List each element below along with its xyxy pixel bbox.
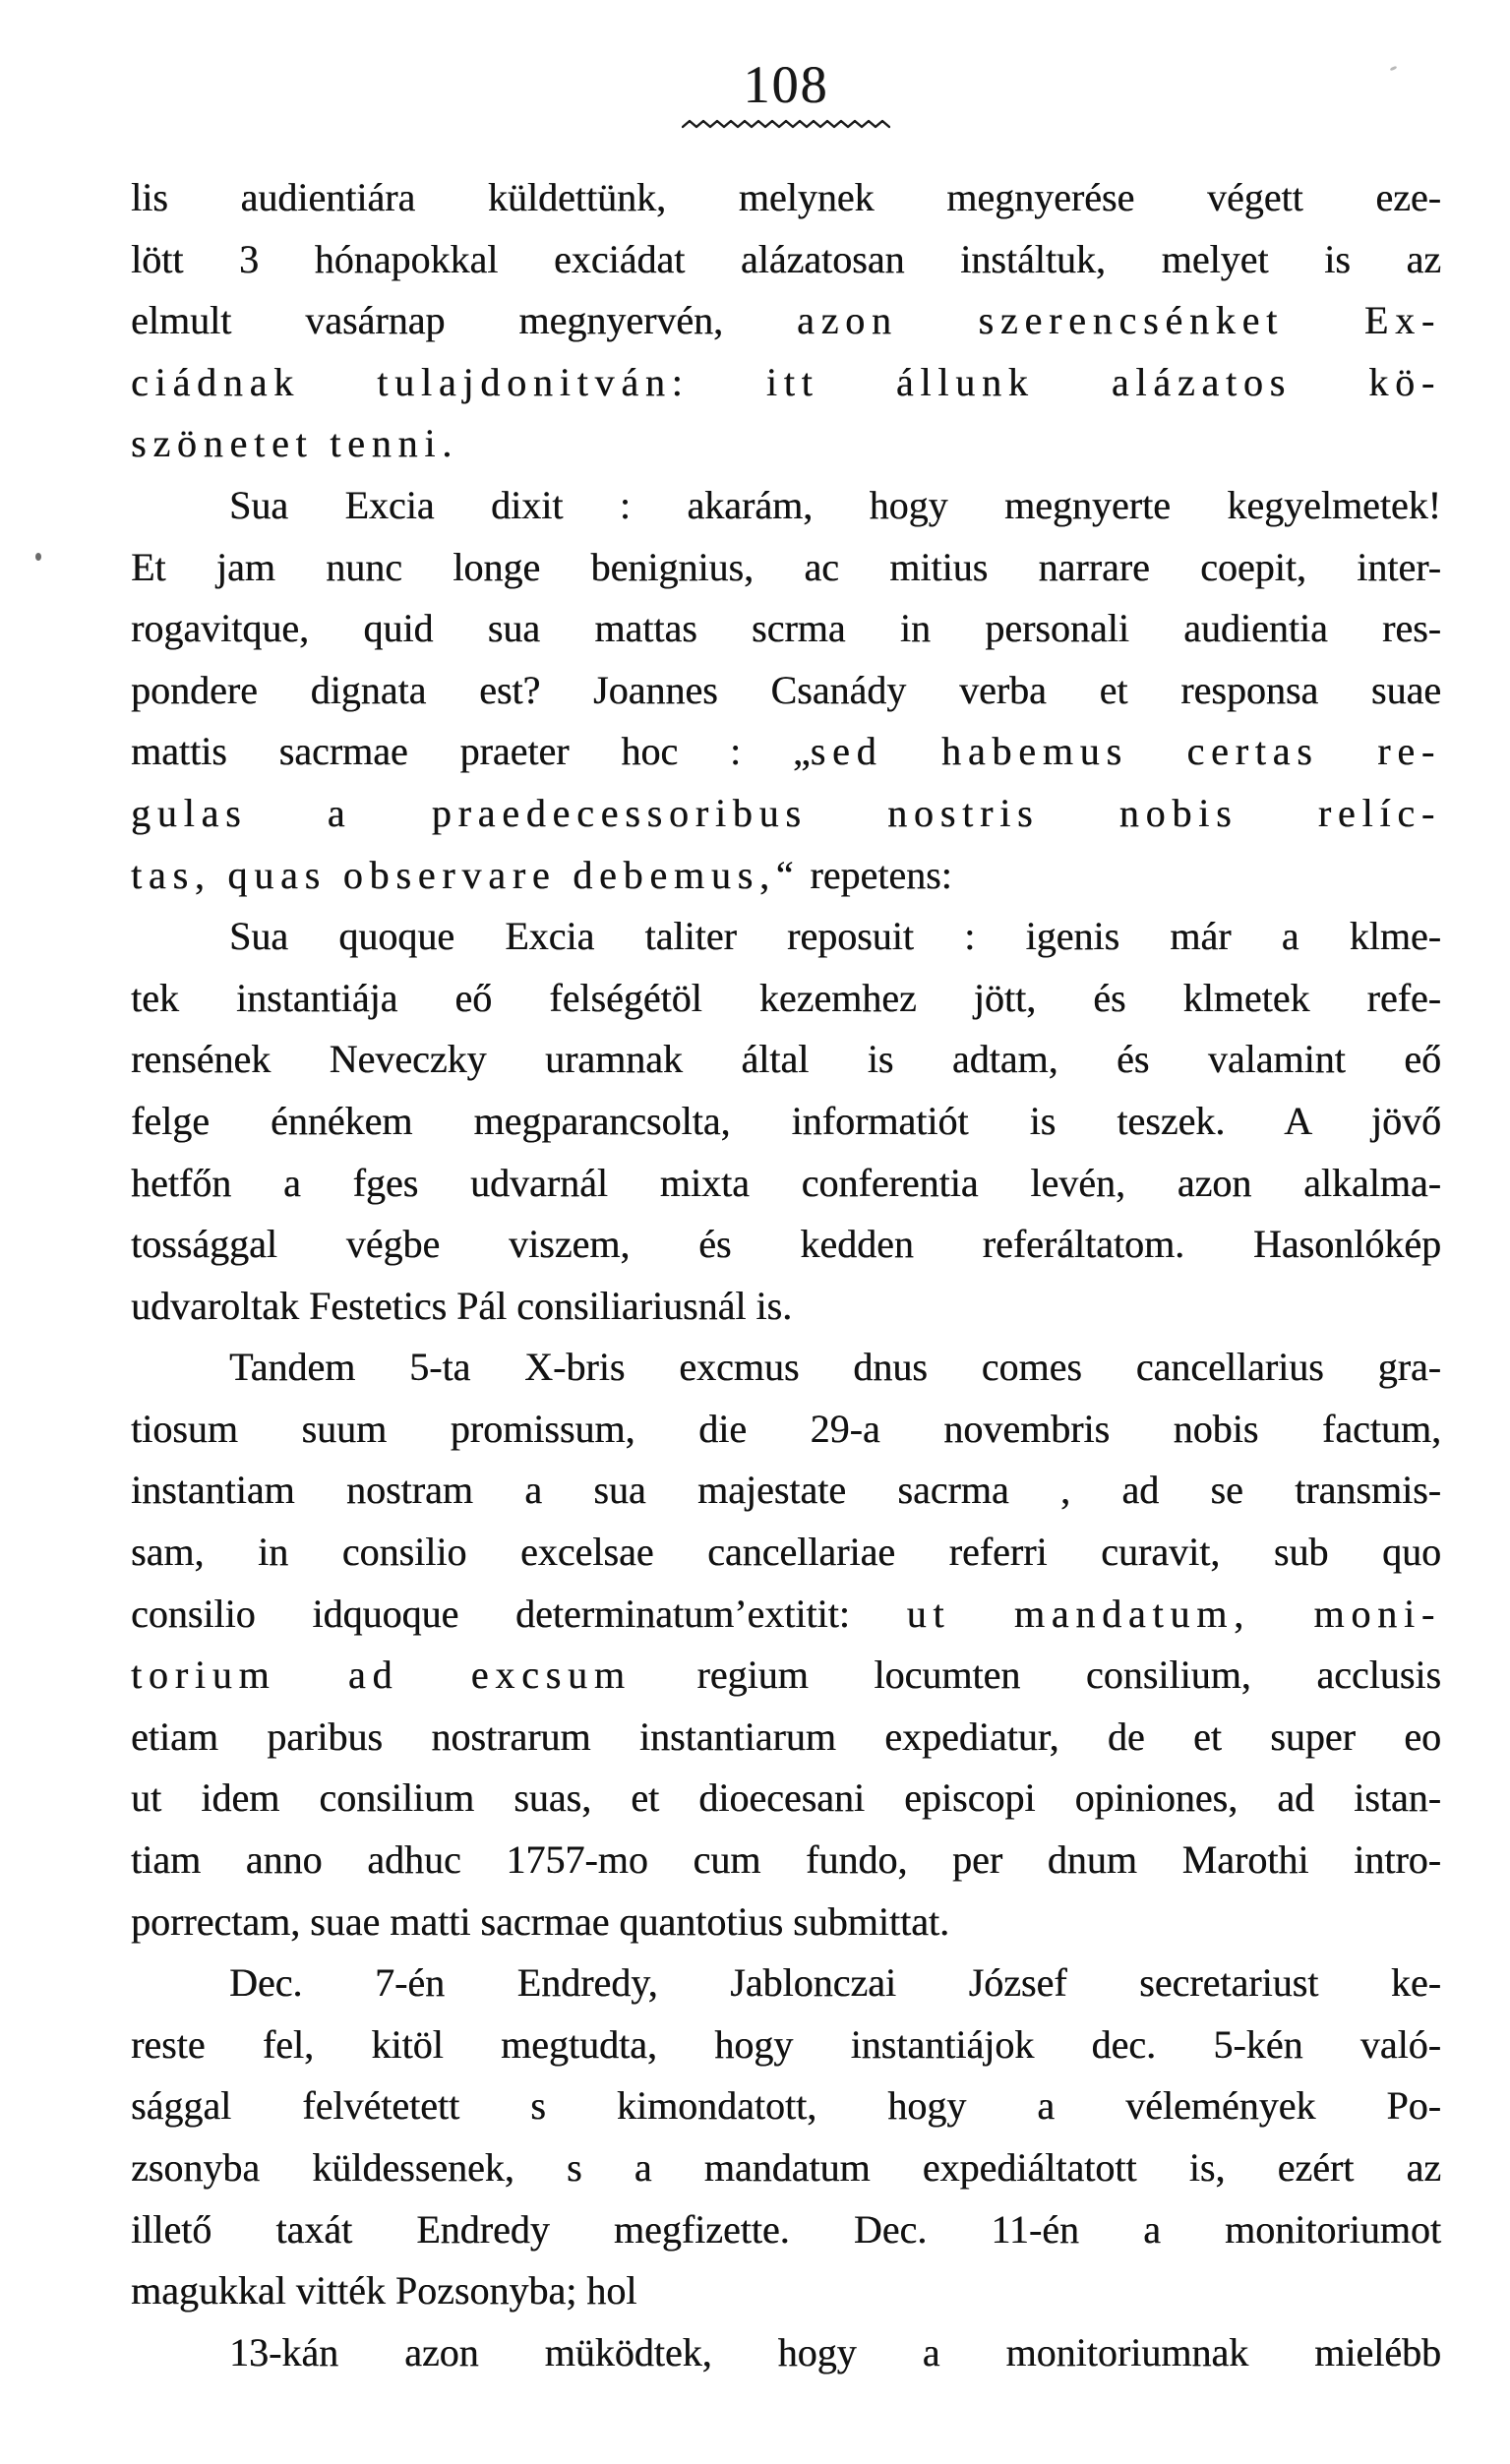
- text-line: [131, 1091, 1441, 1153]
- body-text-segment: magukkal vitték Pozsonyba; hol: [131, 2268, 637, 2314]
- text-line: [131, 1460, 1441, 1522]
- body-text-segment: repetens:: [800, 852, 952, 897]
- scan-artifact: [35, 553, 41, 561]
- body-text-segment: tiosum suum promissum, die 29-a novembris nobis factum,: [131, 1406, 1441, 1451]
- letterspaced-text: ciádnak tulajdonitván: itt állunk alázatos kö-: [131, 359, 1441, 404]
- text-line: [131, 1707, 1441, 1769]
- text-line: [131, 721, 1441, 783]
- text-line: [131, 1953, 1441, 2014]
- body-text-segment: ut idem consilium suas, et dioecesani episcopi opiniones, ad istan-: [131, 1775, 1441, 1821]
- body-text-segment: illető taxát Endredy megfizette. Dec. 11-én a monitoriumot: [131, 2206, 1441, 2252]
- body-text-segment: felge énnékem megparancsolta, informatiót is teszek. A jövő: [131, 1098, 1441, 1143]
- text-line: [131, 1645, 1441, 1707]
- text-line: [131, 475, 1441, 537]
- squiggle-divider: [682, 118, 890, 130]
- letterspaced-text: sed habemus certas re-: [810, 729, 1442, 774]
- text-line: [131, 598, 1441, 660]
- body-text-segment: porrectam, suae matti sacrmae quantotius submittat.: [131, 1898, 949, 1944]
- body-text-segment: sam, in consilio excelsae cancellariae referri curavit, sub quo: [131, 1530, 1441, 1575]
- body-text-segment: tek instantiája eő felségétöl kezemhez jött, és klmetek refe-: [131, 975, 1441, 1020]
- body-text-segment: Et jam nunc longe benignius, ac mitius narrare coepit, inter-: [131, 544, 1441, 589]
- body-text-segment: regium locumten consilium, acclusis: [631, 1653, 1442, 1698]
- body-text: [131, 167, 1441, 2383]
- letterspaced-text: ut mandatum, moni-: [906, 1591, 1441, 1636]
- body-text-segment: rensének Neveczky uramnak által is adtam, és valamint eő: [131, 1037, 1441, 1082]
- text-line: [131, 1399, 1441, 1461]
- text-line: [131, 290, 1441, 352]
- body-text-segment: consilio idquoque determinatum’extitit:: [131, 1591, 907, 1636]
- text-line: [131, 2322, 1441, 2384]
- letterspaced-text: tas, quas observare debemus,“: [131, 852, 801, 897]
- body-text-segment: reste fel, kitöl megtudta, hogy instantiájok dec. 5-kén való-: [131, 2021, 1441, 2067]
- text-line: [131, 167, 1441, 229]
- body-text-segment: mattis sacrmae praeter hoc : „: [131, 729, 811, 774]
- text-line: [131, 2199, 1441, 2261]
- body-text-segment: sággal felvétetett s kimondatott, hogy a vélemények Po-: [131, 2083, 1441, 2129]
- text-line: [131, 1153, 1441, 1215]
- letterspaced-text: azon szerencsénket Ex-: [797, 298, 1441, 343]
- body-text-segment: lött 3 hónapokkal exciádat alázatosan instáltuk, melyet is az: [131, 236, 1441, 281]
- text-line: [131, 537, 1441, 599]
- body-text-segment: tossággal végbe viszem, és kedden referáltatom. Hasonlókép: [131, 1222, 1441, 1267]
- text-line: [131, 906, 1441, 968]
- letterspaced-text: szönetet tenni.: [131, 421, 459, 466]
- text-line: [131, 1522, 1441, 1584]
- text-line: [131, 1768, 1441, 1830]
- body-text-segment: tiam anno adhuc 1757-mo cum fundo, per dnum Marothi intro-: [131, 1837, 1441, 1883]
- letterspaced-text: gulas a praedecessoribus nostris nobis relíc-: [131, 790, 1441, 835]
- body-text-segment: etiam paribus nostrarum instantiarum expediatur, de et super eo: [131, 1713, 1441, 1759]
- text-line: [131, 1830, 1441, 1892]
- text-line: [131, 1276, 1441, 1338]
- body-text-segment: Tandem 5-ta X-bris excmus dnus comes cancellarius gra-: [229, 1345, 1441, 1390]
- text-line: [131, 845, 1441, 907]
- text-line: [131, 2014, 1441, 2076]
- text-line: [131, 1214, 1441, 1276]
- page-number: 108: [743, 55, 829, 114]
- text-line: [131, 2075, 1441, 2137]
- page-header: [131, 57, 1441, 130]
- text-line: [131, 352, 1441, 414]
- body-text-segment: rogavitque, quid sua mattas scrma in personali audientia res-: [131, 606, 1441, 651]
- text-line: [131, 1029, 1441, 1091]
- text-line: [131, 1584, 1441, 1646]
- text-line: [131, 1337, 1441, 1399]
- text-line: [131, 2260, 1441, 2322]
- text-line: [131, 229, 1441, 291]
- body-text-segment: Sua Excia dixit : akarám, hogy megnyerte kegyelmetek!: [229, 482, 1441, 527]
- body-text-segment: instantiam nostram a sua majestate sacrma , ad se transmis-: [131, 1468, 1441, 1513]
- body-text-segment: hetfőn a fges udvarnál mixta conferentia levén, azon alkalma-: [131, 1160, 1441, 1205]
- body-text-segment: Dec. 7-én Endredy, Jablonczai József secretariust ke-: [229, 1960, 1441, 2006]
- letterspaced-text: torium ad excsum: [131, 1653, 632, 1698]
- body-text-segment: elmult vasárnap megnyervén,: [131, 298, 798, 343]
- text-line: [131, 2137, 1441, 2199]
- body-text-segment: lis audientiára küldettünk, melynek megnyerése végett eze-: [131, 175, 1441, 219]
- body-text-segment: pondere dignata est? Joannes Csanády verba et responsa suae: [131, 667, 1441, 712]
- text-line: [131, 783, 1441, 845]
- text-line: [131, 968, 1441, 1030]
- text-line: [131, 1892, 1441, 1953]
- body-text-segment: udvaroltak Festetics Pál consiliariusnál is.: [131, 1283, 793, 1328]
- body-text-segment: 13-kán azon müködtek, hogy a monitoriumnak mielébb: [229, 2329, 1441, 2374]
- body-text-segment: Sua quoque Excia taliter reposuit : igenis már a klme-: [229, 914, 1441, 959]
- text-line: [131, 660, 1441, 722]
- text-line: [131, 413, 1441, 475]
- body-text-segment: zsonyba küldessenek, s a mandatum expediáltatott is, ezért az: [131, 2145, 1441, 2190]
